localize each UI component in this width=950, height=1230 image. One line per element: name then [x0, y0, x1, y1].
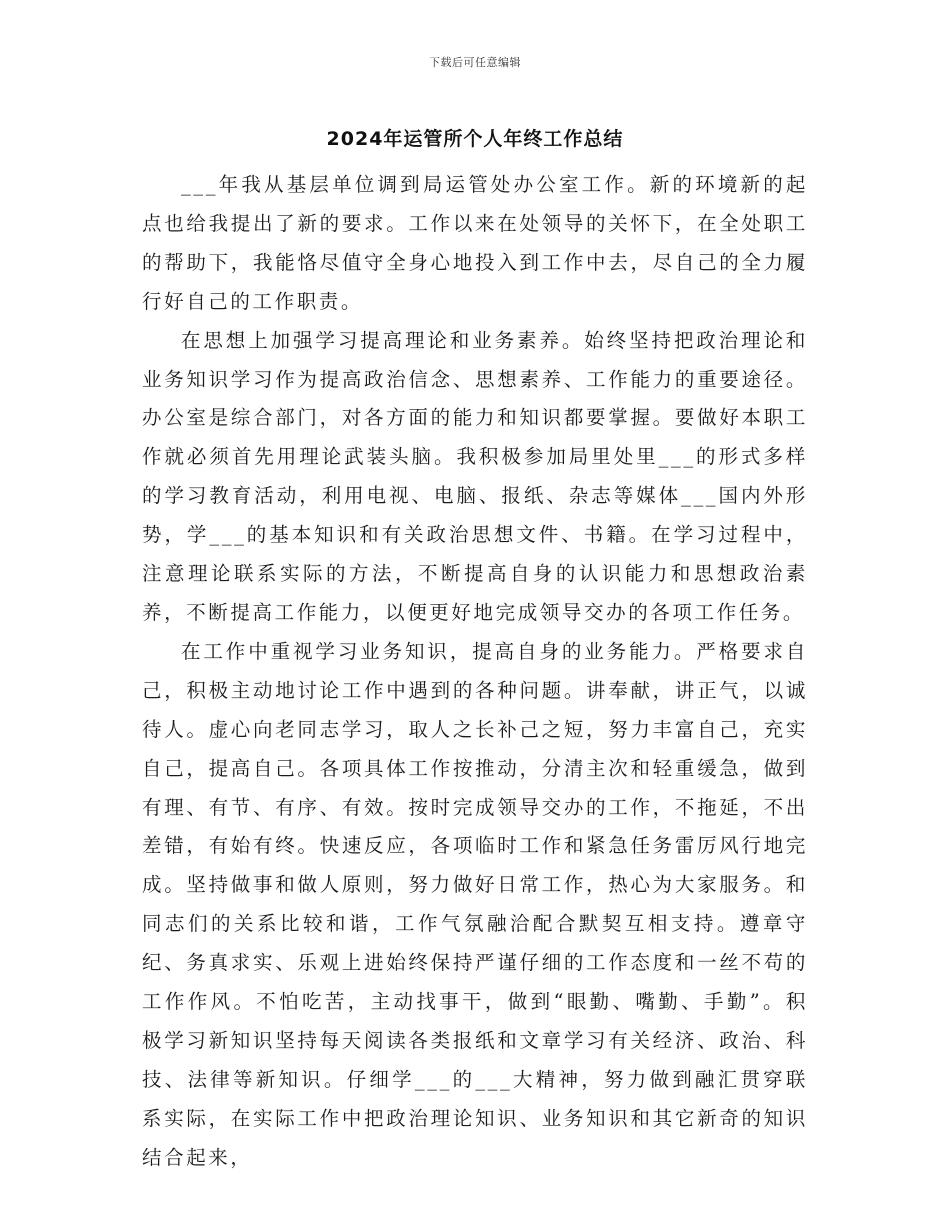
paragraph-2: 在思想上加强学习提高理论和业务素养。始终坚持把政治理论和业务知识学习作为提高政治信念、思想素养、工作能力的重要途径。办公室是综合部门，对各方面的能力和知识都要掌握。要做好本职工作就必须首先用理论武装头脑。我积极参加局里处里___的形式多样的学习教育活动，利用电视、电脑、报纸、杂志等媒体___国内外形势，学___的基本知识和有关政治思想文件、书籍。在学习过程中，注意理论联系实际的方法，不断提高自身的认识能力和思想政治素养，不断提高工作能力，以便更好地完成领导交办的各项工作任务。 [142, 328, 808, 624]
paragraph-1: ___年我从基层单位调到局运管处办公室工作。新的环境新的起点也给我提出了新的要求。工作以来在处领导的关怀下，在全处职工的帮助下，我能恪尽值守全身心地投入到工作中去，尽自己的全力履行好自己的工作职责。 [142, 173, 808, 313]
document-title: 2024年运管所个人年终工作总结 [326, 128, 624, 150]
paragraph-3: 在工作中重视学习业务知识，提高自身的业务能力。严格要求自己，积极主动地讨论工作中遇到的各种问题。讲奉献，讲正气，以诚待人。虚心向老同志学习，取人之长补己之短，努力丰富自己，充实自己，提高自己。各项具体工作按推动，分清主次和轻重缓急，做到有理、有节、有序、有效。按时完成领导交办的工作，不拖延，不出差错，有始有终。快速反应，各项临时工作和紧急任务雷厉风行地完成。坚持做事和做人原则，努力做好日常工作，热心为大家服务。和同志们的关系比较和谐，工作气氛融洽配合默契互相支持。遵章守纪、务真求实、乐观上进始终保持严谨仔细的工作态度和一丝不苟的工作作风。不怕吃苦，主动找事干，做到“眼勤、嘴勤、手勤”。积极学习新知识坚持每天阅读各类报纸和文章学习有关经济、政治、科技、法律等新知识。仔细学___的___大精神，努力做到融汇贯穿联系实际，在实际工作中把政治理论知识、业务知识和其它新奇的知识结合起来， [142, 639, 808, 1169]
document-body [142, 166, 808, 1178]
header-note: 下载后可任意编辑 [429, 56, 521, 69]
